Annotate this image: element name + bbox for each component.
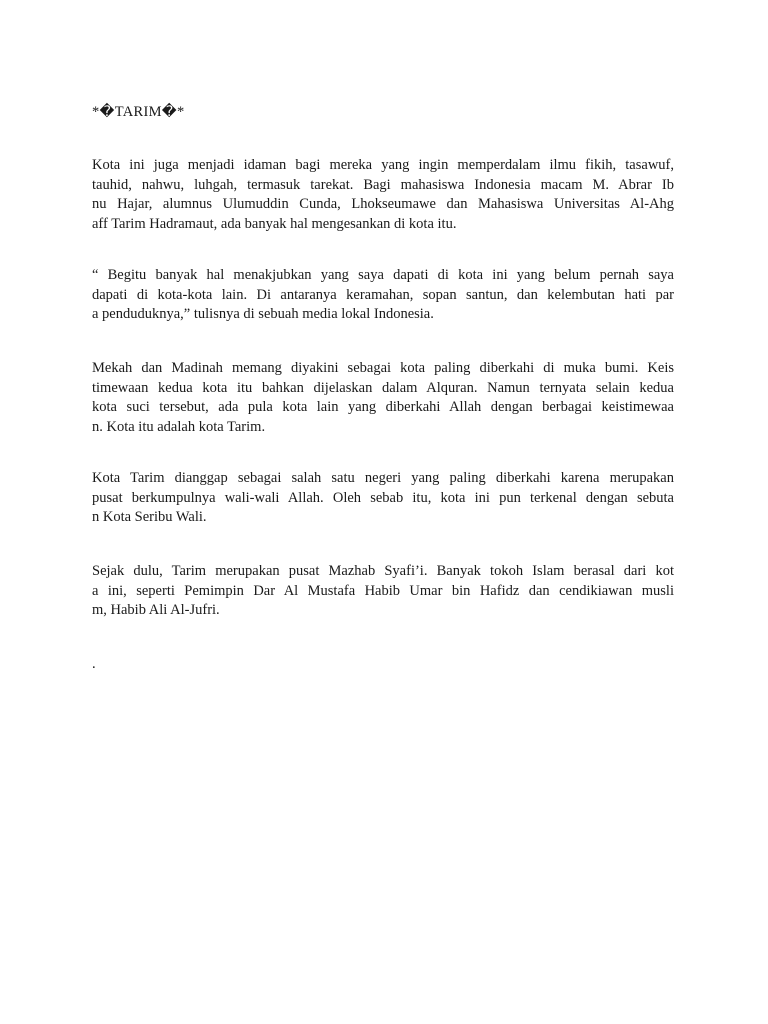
paragraph-3 — [92, 359, 674, 437]
paragraph-line: “ Begitu banyak hal menakjubkan yang saya dapati di kota ini yang belum pernah saya — [92, 267, 674, 283]
paragraph-line: timewaan kedua kota itu bahkan dijelaskan dalam Alquran. Namun ternyata selain kedua — [92, 379, 674, 396]
paragraph-line: pusat berkumpulnya wali-wali Allah. Oleh sebab itu, kota ini pun terkenal dengan sebuta — [92, 489, 674, 506]
paragraph-line: a penduduknya,” tulisnya di sebuah media lokal Indonesia. — [92, 306, 434, 322]
document-title: *�TARIM�* — [92, 104, 185, 120]
paragraph-1 — [92, 156, 674, 234]
paragraph-4 — [92, 469, 674, 528]
paragraph-line: kota suci tersebut, ada pula kota lain yang diberkahi Allah dengan berbagai keistimewaa — [92, 399, 674, 415]
paragraph-line: dapati di kota-kota lain. Di antaranya keramahan, sopan santun, dan kelembutan hati par — [92, 286, 674, 303]
paragraph-line: n Kota Seribu Wali. — [92, 509, 207, 525]
paragraph-line: m, Habib Ali Al-Jufri. — [92, 602, 220, 618]
paragraph-line: Kota Tarim dianggap sebagai salah satu negeri yang paling diberkahi karena merupakan — [92, 470, 674, 486]
paragraph-line: Mekah dan Madinah memang diyakini sebagai kota paling diberkahi di muka bumi. Keis — [92, 360, 674, 376]
paragraph-line: nu Hajar, alumnus Ulumuddin Cunda, Lhokseumawe dan Mahasiswa Universitas Al-Ahg — [92, 196, 674, 212]
paragraph-line: aff Tarim Hadramaut, ada banyak hal mengesankan di kota itu. — [92, 215, 457, 232]
paragraph-5 — [92, 562, 674, 621]
paragraph-line: n. Kota itu adalah kota Tarim. — [92, 418, 266, 435]
paragraph-line: tauhid, nahwu, luhgah, termasuk tarekat. Bagi mahasiswa Indonesia macam M. Abrar Ib — [92, 176, 674, 193]
paragraph-line: Sejak dulu, Tarim merupakan pusat Mazhab Syafi’i. Banyak tokoh Islam berasal dari kot — [92, 563, 674, 579]
paragraph-line: a ini, seperti Pemimpin Dar Al Mustafa Habib Umar bin Hafidz dan cendikiawan musli — [92, 582, 674, 599]
paragraph-2 — [92, 266, 674, 325]
trailing-period: . — [92, 656, 96, 672]
paragraph-line: Kota ini juga menjadi idaman bagi mereka yang ingin memperdalam ilmu fikih, tasawuf, — [92, 157, 674, 173]
